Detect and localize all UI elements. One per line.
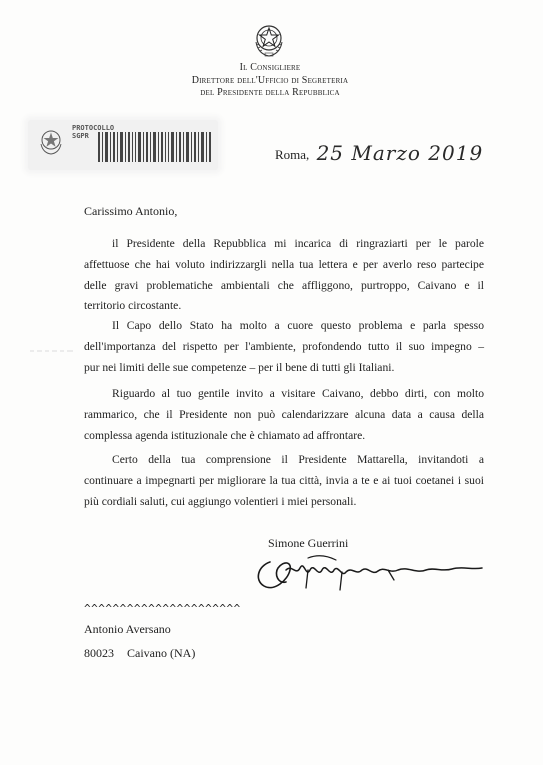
- letterhead-role-line1: Direttore dell'Ufficio di Segreteria: [191, 74, 349, 86]
- paragraph-line: Il Capo dello Stato ha molto a cuore questo problema e parla spesso: [112, 319, 484, 332]
- paragraph-line: dell'importanza del rispetto per l'ambiente, profondendo tutto il suo impegno –: [84, 339, 484, 353]
- place-date: [275, 140, 483, 164]
- paragraph-line: il Presidente della Repubblica mi incarica di ringraziarti per le parole: [112, 237, 484, 250]
- handwritten-date: 25 Marzo 2019: [316, 141, 484, 165]
- paragraph-line: continuare a impegnarti per migliorare la tua città, invia a te e ai tuoi coetanei i suoi: [84, 473, 484, 487]
- paragraph-line: Riguardo al tuo gentile invito a visitare Caivano, debbo dirti, con molto: [112, 387, 484, 400]
- place-text: Roma,: [275, 147, 310, 162]
- paragraph-line: Certo della tua comprensione il Presidente Mattarella, invitandoti a: [112, 453, 484, 466]
- paragraph-2: [84, 316, 484, 378]
- protocol-stamp: [28, 120, 218, 170]
- recipient-city: Caivano (NA): [127, 646, 196, 660]
- letterhead-title: Il Consigliere: [239, 62, 301, 73]
- separator: ^^^^^^^^^^^^^^^^^^^^^^: [84, 602, 241, 615]
- paragraph-1: [84, 234, 484, 317]
- barcode-icon: [98, 132, 212, 162]
- emblem-icon: [252, 22, 286, 58]
- letterhead-role-line2: del Presidente della Repubblica: [200, 87, 340, 98]
- recipient-name: Antonio Aversano: [84, 622, 171, 636]
- paragraph-4: [84, 450, 484, 512]
- stamp-label-line2: SGPR: [72, 132, 89, 140]
- paragraph-line: più cordiali saluti, cui aggiungo volentieri i miei personali.: [84, 494, 357, 508]
- paragraph-3: [84, 384, 484, 446]
- paragraph-line: rammarico, che il Presidente non può calendarizzare alcuna data a causa della: [84, 407, 484, 421]
- signer-name: Simone Guerrini: [268, 536, 349, 550]
- handwritten-signature: [248, 540, 488, 600]
- paragraph-line: territorio circostante.: [84, 299, 182, 313]
- salutation: Carissimo Antonio,: [84, 204, 178, 218]
- paragraph-line: affettuose che hai voluto indirizzargli nella tua lettera e per averlo reso partecipe: [84, 257, 484, 271]
- postal-code: 80023: [84, 646, 114, 660]
- margin-smudge: [30, 344, 74, 358]
- paragraph-line: delle gravi problematiche ambientali che affliggono, purtroppo, Caivano e il: [84, 278, 484, 292]
- letterhead: [150, 62, 390, 100]
- stamp-seal-icon: [38, 128, 64, 156]
- paragraph-line: complessa agenda istituzionale che è chiamato ad affrontare.: [84, 428, 366, 442]
- recipient-address: [84, 646, 195, 661]
- paragraph-line: pur nei limiti delle sue competenze – per il bene di tutti gli Italiani.: [84, 360, 395, 374]
- stamp-label-line1: PROTOCOLLO: [72, 124, 115, 132]
